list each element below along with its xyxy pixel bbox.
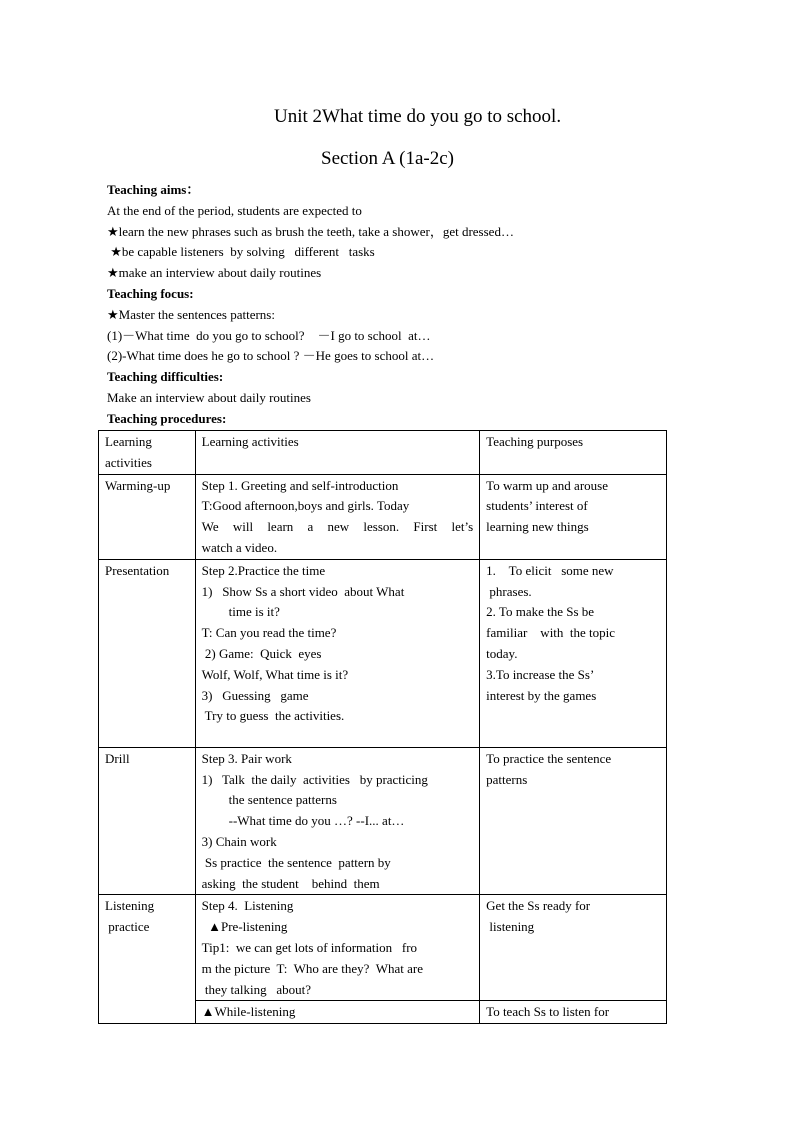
activities-cell: Step 2.Practice the time 1) Show Ss a short video about What time is it? T: Can you read the time? 2) Game: Quick eyes Wolf, Wolf, What time is it? 3) Guessing game Try to guess the activities. bbox=[195, 559, 480, 747]
lesson-plan-body bbox=[107, 180, 707, 430]
header-cell: Learning activities bbox=[195, 431, 480, 475]
focus-heading: Teaching focus: bbox=[107, 285, 194, 301]
difficulties-heading: Teaching difficulties: bbox=[107, 369, 224, 385]
table-row bbox=[99, 559, 667, 747]
table-row bbox=[99, 895, 667, 1001]
aim-item: ★make an interview about daily routines bbox=[107, 265, 322, 281]
table-row bbox=[99, 747, 667, 895]
table-row bbox=[99, 474, 667, 559]
table-header-row bbox=[99, 431, 667, 475]
aims-intro: At the end of the period, students are expected to bbox=[107, 202, 362, 218]
header-cell: Learning activities bbox=[99, 431, 196, 475]
activities-cell: Step 3. Pair work 1) Talk the daily activities by practicing the sentence patterns --What time do you …? --I... at… 3) Chain work Ss practice the sentence pattern by asking the student behind them bbox=[195, 747, 480, 895]
purposes-cell: Get the Ss ready for listening bbox=[480, 895, 667, 1001]
aim-item: ★be capable listeners by solving different tasks bbox=[107, 244, 375, 260]
purposes-cell: To practice the sentence patterns bbox=[480, 747, 667, 895]
difficulties-text: Make an interview about daily routines bbox=[107, 389, 311, 405]
activities-cell: Step 1. Greeting and self-introduction T:Good afternoon,boys and girls. Today We will learn a new lesson. First let’s watch a video. bbox=[195, 474, 480, 559]
purposes-cell: To warm up and arouse students’ interest of learning new things bbox=[480, 474, 667, 559]
purposes-cell: 1. To elicit some new phrases. 2. To make the Ss be familiar with the topic today. 3.To increase the Ss’ interest by the games bbox=[480, 559, 667, 747]
focus-item: ★Master the sentences patterns: bbox=[107, 306, 275, 322]
stage-cell: Drill bbox=[99, 747, 196, 895]
focus-item: (2)-What time does he go to school ? －He goes to school at… bbox=[107, 348, 435, 364]
stage-cell: Warming-up bbox=[99, 474, 196, 559]
focus-item: (1)－What time do you go to school? －I go to school at… bbox=[107, 327, 431, 343]
activities-cell: ▲While-listening bbox=[195, 1001, 480, 1024]
aims-heading: Teaching aims： bbox=[107, 182, 200, 197]
activities-cell: Step 4. Listening ▲Pre-listening Tip1: we can get lots of information fro m the picture T: Who are they? What are they talking about? bbox=[195, 895, 480, 1001]
document-page: Unit 2What time do you go to school. Section A (1a-2c) Teaching aims： At the end of the period, students are expected to ★learn the new phrases such as brush the teeth, take a shower，get dressed… ★be capable listeners by solving different tasks ★make an interview about daily routines Teaching focus: ★Master the sentences patterns: (1)－What time do you go to school? －I go to school at… (2)-What time does he go to school ? －He goes to school at… Teaching difficulties: Make an interview about daily routines Teaching procedures: Learning activities Learning activities Teaching purposes Warming-up Step 1. Greeting and self-introduction T:Good afternoon,boys and girls. Today We will learn a new lesson. First let’s watch a video. To warm up and arouse students’ interest of learning new things Presentation Step 2.Practice the time 1) Show Ss a short video about What time is it? T: Can you read the time? 2) Game: Quick eyes Wolf, Wolf, What time is it? 3) Guessing game Try to guess the activities. 1. To elicit some new phrases. 2. To make the Ss be familiar with the topic today. 3.To increase the Ss’ interest by the games Drill Step 3. Pair work 1) Talk the daily activities by practicing the sentence patterns --What time do you …? --I... at… 3) Chain work Ss practice the sentence pattern by asking the student behind them To practice the sentence patterns Listening practice Step 4. Listening ▲Pre-listening Tip1: we can get lots of information fro m the picture T: Who are they? What are they talking about? Get the Ss ready for listening ▲While-listening To teach Ss to listen for bbox=[0, 0, 794, 1123]
procedures-heading: Teaching procedures: bbox=[107, 410, 227, 426]
aim-item: ★learn the new phrases such as brush the teeth, take a shower，get dressed… bbox=[107, 223, 514, 239]
stage-cell: Presentation bbox=[99, 559, 196, 747]
purposes-cell: To teach Ss to listen for bbox=[480, 1001, 667, 1024]
procedures-table bbox=[98, 430, 667, 1024]
header-cell: Teaching purposes bbox=[480, 431, 667, 475]
stage-cell: Listening practice bbox=[99, 895, 196, 1024]
